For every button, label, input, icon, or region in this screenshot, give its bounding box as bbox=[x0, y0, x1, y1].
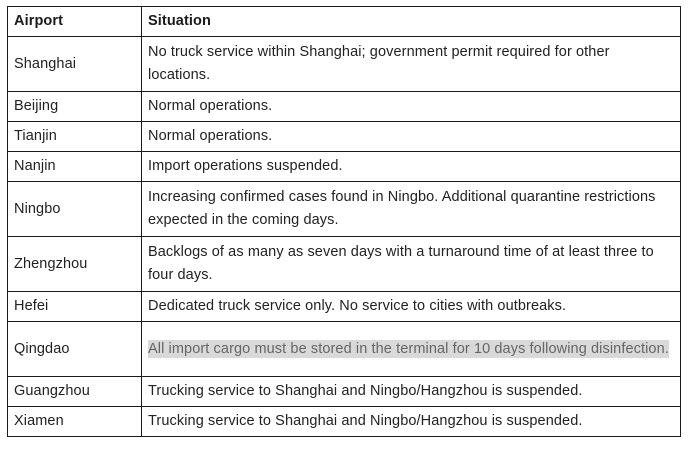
table-row bbox=[8, 292, 681, 322]
column-header-situation: Situation bbox=[142, 7, 681, 37]
situation-cell: Dedicated truck service only. No service to cities with outbreaks. bbox=[142, 292, 681, 322]
airport-situation-table-container bbox=[7, 6, 681, 437]
table-row bbox=[8, 407, 681, 437]
situation-cell: Normal operations. bbox=[142, 92, 681, 122]
airport-cell: Nanjin bbox=[8, 152, 142, 182]
situation-cell: Increasing confirmed cases found in Ningbo. Additional quarantine restrictions expected in the coming days. bbox=[142, 182, 681, 237]
airport-cell: Hefei bbox=[8, 292, 142, 322]
table-row bbox=[8, 237, 681, 292]
airport-cell: Guangzhou bbox=[8, 377, 142, 407]
table-row bbox=[8, 92, 681, 122]
column-header-airport: Airport bbox=[8, 7, 142, 37]
airport-cell: Shanghai bbox=[8, 37, 142, 92]
airport-cell: Tianjin bbox=[8, 122, 142, 152]
table-row bbox=[8, 182, 681, 237]
airport-situation-table bbox=[7, 6, 681, 437]
table-header-row bbox=[8, 7, 681, 37]
airport-cell: Ningbo bbox=[8, 182, 142, 237]
table-row bbox=[8, 377, 681, 407]
highlighted-situation-text: All import cargo must be stored in the terminal for 10 days following disinfection. bbox=[148, 340, 669, 357]
table-row bbox=[8, 122, 681, 152]
situation-cell: Backlogs of as many as seven days with a turnaround time of at least three to four days. bbox=[142, 237, 681, 292]
table-row bbox=[8, 37, 681, 92]
airport-cell: Beijing bbox=[8, 92, 142, 122]
airport-cell: Qingdao bbox=[8, 322, 142, 377]
situation-cell: No truck service within Shanghai; government permit required for other locations. bbox=[142, 37, 681, 92]
airport-cell: Xiamen bbox=[8, 407, 142, 437]
table-row bbox=[8, 152, 681, 182]
situation-cell: Trucking service to Shanghai and Ningbo/Hangzhou is suspended. bbox=[142, 407, 681, 437]
situation-cell bbox=[142, 322, 681, 377]
situation-cell: Import operations suspended. bbox=[142, 152, 681, 182]
situation-cell: Trucking service to Shanghai and Ningbo/Hangzhou is suspended. bbox=[142, 377, 681, 407]
table-row bbox=[8, 322, 681, 377]
situation-cell: Normal operations. bbox=[142, 122, 681, 152]
airport-cell: Zhengzhou bbox=[8, 237, 142, 292]
